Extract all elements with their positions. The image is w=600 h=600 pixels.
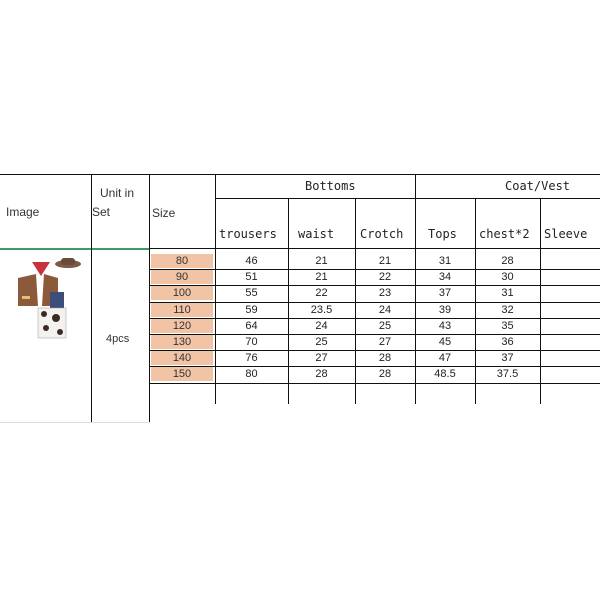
size-header: Size	[152, 206, 176, 220]
header-rule-left	[0, 248, 150, 250]
col-sleeve-header: Sleeve	[544, 227, 588, 241]
image-header: Image	[6, 205, 40, 219]
cell-chest: 37	[501, 352, 514, 365]
cell-chest: 36	[501, 336, 514, 348]
unit-header-line2: Set	[92, 205, 111, 219]
cell-tops: 39	[438, 303, 452, 316]
cell-tops: 31	[438, 255, 452, 267]
vline-sleeve	[540, 198, 541, 404]
table-bottom-left	[0, 422, 150, 423]
cell-chest: 37.5	[496, 368, 519, 381]
jeans	[50, 292, 64, 310]
cell-trousers: 64	[245, 319, 258, 332]
cell-waist: 25	[315, 336, 328, 348]
col-trousers-header: trousers	[219, 227, 277, 241]
size-cell: 120	[151, 319, 213, 333]
cell-waist: 21	[315, 271, 328, 284]
cell-crotch: 25	[378, 319, 392, 332]
cell-trousers: 76	[245, 352, 258, 365]
size-cell: 90	[151, 270, 213, 284]
bandana	[32, 262, 50, 276]
cell-crotch: 24	[378, 303, 392, 316]
size-cell: 130	[151, 335, 213, 349]
cell-tops: 43	[438, 319, 452, 332]
cell-waist: 21	[315, 255, 328, 267]
vline-crotch	[355, 198, 356, 404]
vline-unit	[91, 174, 92, 422]
cell-trousers: 46	[245, 255, 258, 267]
cell-chest: 30	[501, 271, 514, 284]
cell-tops: 37	[438, 287, 452, 300]
product-image	[10, 256, 82, 340]
cell-crotch: 28	[378, 368, 392, 381]
size-cell: 100	[151, 286, 213, 300]
vline-chest	[475, 198, 476, 404]
size-cell: 140	[151, 351, 213, 365]
table-top-border	[0, 174, 600, 175]
row-separator	[150, 383, 600, 384]
cell-waist: 23.5	[310, 303, 333, 316]
hat-crown	[61, 258, 75, 265]
cell-crotch: 22	[378, 271, 392, 284]
unit-value: 4pcs	[106, 333, 130, 345]
cell-trousers: 59	[245, 303, 258, 316]
size-cell: 110	[151, 303, 213, 317]
cell-crotch: 21	[378, 255, 392, 267]
cell-waist: 27	[315, 352, 328, 365]
cell-chest: 35	[501, 319, 514, 332]
vline-trousers	[215, 174, 216, 404]
cell-waist: 22	[315, 287, 328, 300]
header-rule-right	[150, 248, 600, 249]
col-crotch-header: Crotch	[360, 227, 404, 241]
cell-chest: 28	[501, 255, 514, 267]
cell-tops: 45	[438, 336, 452, 348]
coat-vest-header: Coat/Vest	[505, 179, 571, 193]
col-chest-header: chest*2	[479, 227, 530, 241]
cell-crotch: 23	[378, 287, 392, 300]
cell-waist: 28	[315, 368, 328, 381]
cell-trousers: 70	[245, 336, 258, 348]
bottoms-header: Bottoms	[305, 179, 356, 193]
vest-fringe	[22, 296, 30, 299]
unit-header-line1: Unit in	[100, 186, 135, 200]
group-header-rule	[215, 198, 600, 199]
cell-tops: 47	[438, 352, 452, 365]
size-cell: 150	[151, 367, 213, 381]
vline-tops	[415, 174, 416, 404]
cell-chest: 31	[501, 287, 514, 300]
cell-trousers: 51	[245, 271, 258, 284]
vline-size	[149, 174, 150, 422]
col-tops-header: Tops	[428, 227, 457, 241]
cell-crotch: 28	[378, 352, 392, 365]
cell-trousers: 55	[245, 287, 258, 300]
cell-crotch: 27	[378, 336, 392, 348]
cell-chest: 32	[501, 303, 514, 316]
cell-trousers: 80	[245, 368, 258, 381]
cell-tops: 34	[438, 271, 452, 284]
size-cell: 80	[151, 254, 213, 268]
cell-tops: 48.5	[434, 368, 456, 381]
vline-waist	[288, 198, 289, 404]
cell-waist: 24	[315, 319, 328, 332]
col-waist-header: waist	[298, 227, 335, 241]
vest-left	[18, 274, 38, 306]
